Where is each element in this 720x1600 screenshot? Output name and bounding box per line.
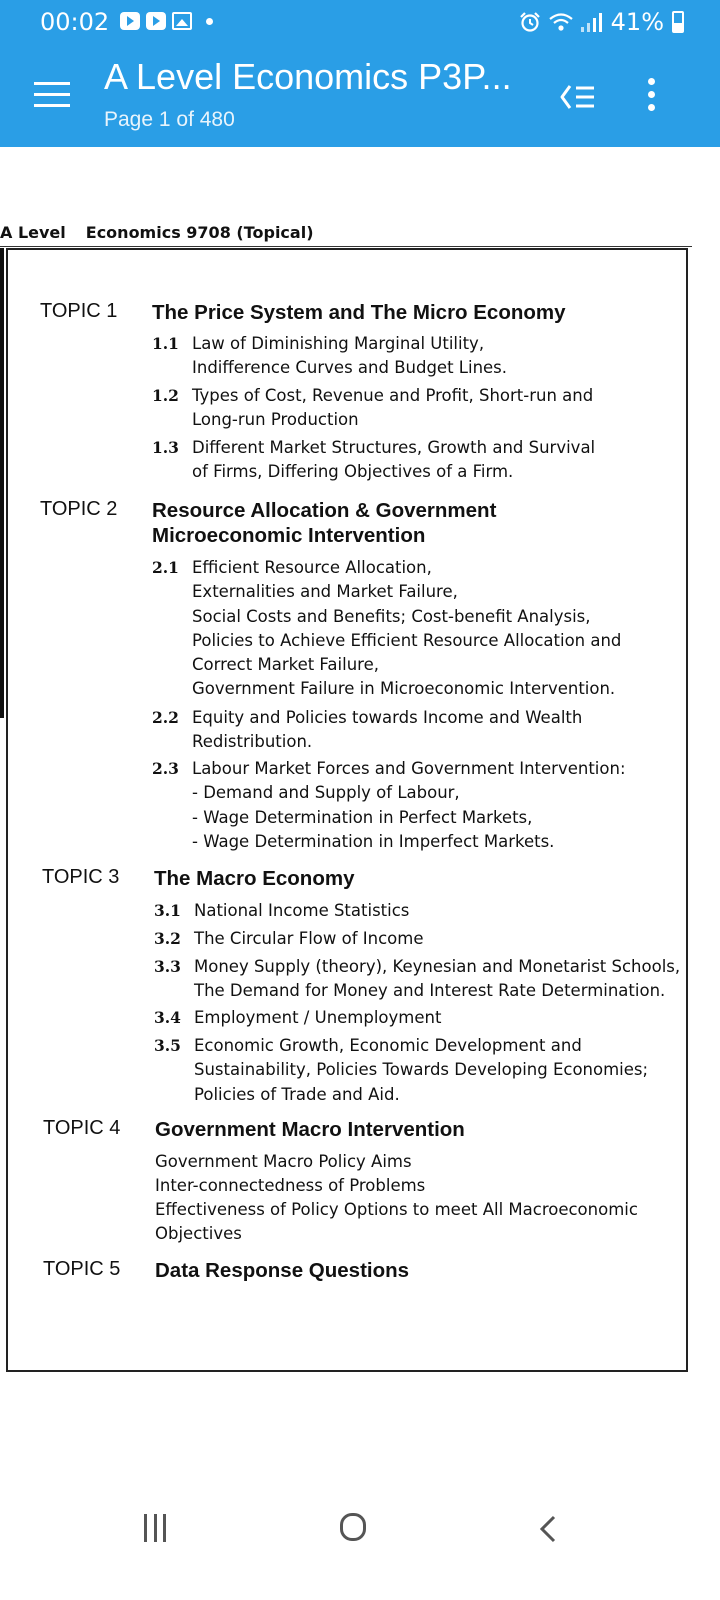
- menu-icon[interactable]: [34, 82, 70, 108]
- subtopic-3-5: 3.5 Economic Growth, Economic Development and Sustainability, Policies Towards Developing Economies; Policies of Trade and Aid.: [154, 1036, 649, 1104]
- subtopic-1-3: 1.3 Different Market Structures, Growth and Survival of Firms, Differing Objectives of a Firm.: [152, 438, 596, 482]
- header-rule: [0, 246, 692, 247]
- topic-4-item: Government Macro Policy Aims: [155, 1152, 412, 1171]
- topic-title: Resource Allocation & Government Microeconomic Intervention: [152, 499, 497, 547]
- wifi-icon: [549, 12, 573, 32]
- dot-icon: [206, 18, 213, 25]
- topic-label: TOPIC 3: [42, 866, 120, 888]
- system-icons: [519, 8, 684, 36]
- subtopic-1-2: 1.2 Types of Cost, Revenue and Profit, Short-run and Long-run Production: [152, 386, 594, 430]
- topic-label: TOPIC 2: [40, 498, 118, 520]
- topic-title: Data Response Questions: [155, 1259, 410, 1282]
- topic-title: Government Macro Intervention: [155, 1118, 465, 1141]
- signal-icon: [581, 12, 603, 32]
- topic-4: [43, 1117, 465, 1142]
- square-play-icon: [120, 12, 140, 30]
- reflow-icon[interactable]: [556, 82, 600, 112]
- topic-2: [40, 498, 532, 548]
- home-icon[interactable]: [340, 1513, 366, 1541]
- navigation-bar: [0, 1480, 720, 1600]
- topic-4-item: Inter-connectedness of Problems: [155, 1176, 426, 1195]
- topic-4-item: Effectiveness of Policy Options to meet All Macroeconomic Objectives: [155, 1200, 638, 1244]
- status-time: 00:02: [40, 8, 110, 36]
- back-icon[interactable]: [538, 1514, 558, 1544]
- subtopic-3-2: 3.2 The Circular Flow of Income: [154, 929, 424, 948]
- status-bar: [0, 0, 720, 44]
- topic-title: The Macro Economy: [154, 867, 355, 890]
- topic-label: TOPIC 5: [43, 1258, 121, 1280]
- battery-percent: 41%: [610, 8, 664, 36]
- page-indicator: Page 1 of 480: [104, 108, 235, 131]
- topic-label: TOPIC 1: [40, 300, 118, 322]
- topic-title: The Price System and The Micro Economy: [152, 301, 566, 324]
- alarm-icon: [519, 11, 541, 33]
- subtopic-2-2: 2.2 Equity and Policies towards Income and Wealth Redistribution.: [152, 708, 583, 752]
- battery-icon: [672, 11, 684, 33]
- page-edge-bar: [0, 248, 4, 718]
- app-bar: [0, 44, 720, 147]
- gallery-icon: [172, 12, 192, 30]
- subtopic-3-4: 3.4 Employment / Unemployment: [154, 1008, 442, 1027]
- document-title: A Level Economics P3P...: [104, 56, 512, 97]
- topic-5: [43, 1258, 409, 1283]
- document-header: [0, 223, 314, 242]
- subtopic-2-3: 2.3 Labour Market Forces and Government Intervention: - Demand and Supply of Labour, - Wage Determination in Perfect Markets, - Wage Determination in Imperfect Markets.: [152, 759, 626, 851]
- notification-icons: [120, 12, 213, 30]
- topic-label: TOPIC 4: [43, 1117, 121, 1139]
- pdf-page[interactable]: [0, 147, 720, 1480]
- subtopic-3-3: 3.3 Money Supply (theory), Keynesian and Monetarist Schools, The Demand for Money and Interest Rate Determination.: [154, 957, 681, 1001]
- topic-3: [42, 866, 355, 891]
- topic-1: [40, 300, 566, 325]
- subtopic-2-1: 2.1 Efficient Resource Allocation, Externalities and Market Failure, Social Costs and Benefits; Cost-benefit Analysis, Policies to Achieve Efficient Resource Allocation and Correct Market Failure, Government Failure in Microeconomic Intervention.: [152, 558, 622, 699]
- subtopic-1-1: 1.1 Law of Diminishing Marginal Utility, Indifference Curves and Budget Lines.: [152, 334, 508, 378]
- recent-apps-icon[interactable]: [144, 1514, 166, 1542]
- square-play-icon: [146, 12, 166, 30]
- subtopic-3-1: 3.1 National Income Statistics: [154, 901, 410, 920]
- more-options-icon[interactable]: [648, 78, 656, 117]
- header-level: A Level: [0, 223, 66, 242]
- header-course: Economics 9708 (Topical): [85, 223, 314, 242]
